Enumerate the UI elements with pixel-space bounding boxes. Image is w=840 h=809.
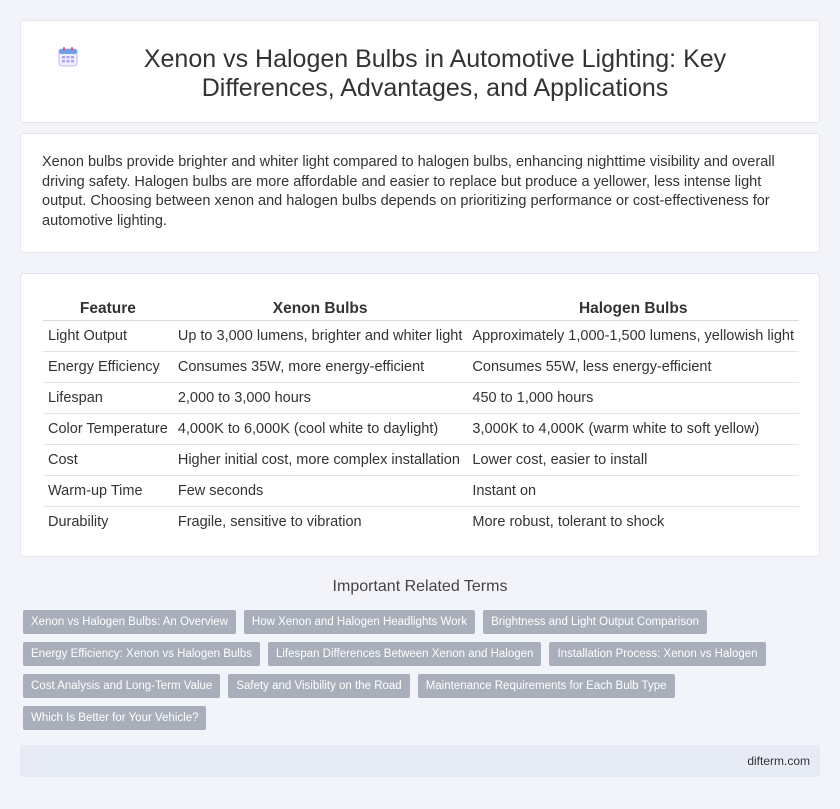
related-tag-link[interactable]: Maintenance Requirements for Each Bulb Type xyxy=(418,674,675,698)
table-cell: Lifespan xyxy=(43,382,173,413)
page-title: Xenon vs Halogen Bulbs in Automotive Lighting: Key Differences, Advantages, and Applications xyxy=(143,45,727,102)
table-row xyxy=(43,444,799,475)
related-tag-link[interactable]: Brightness and Light Output Comparison xyxy=(483,610,707,634)
table-cell: Approximately 1,000-1,500 lumens, yellowish light xyxy=(467,320,799,351)
related-tag-link[interactable]: Installation Process: Xenon vs Halogen xyxy=(549,642,765,666)
table-cell: 3,000K to 4,000K (warm white to soft yellow) xyxy=(467,413,799,444)
table-row xyxy=(43,475,799,506)
table-cell: Up to 3,000 lumens, brighter and whiter light xyxy=(173,320,468,351)
table-header-row xyxy=(43,296,799,320)
table-cell: Durability xyxy=(48,513,109,530)
related-terms-tags xyxy=(23,610,813,738)
header-card xyxy=(20,20,820,123)
table-cell: 450 to 1,000 hours xyxy=(467,382,799,413)
footer xyxy=(20,745,820,777)
related-terms-title: Important Related Terms xyxy=(332,578,508,595)
table-row xyxy=(43,320,799,351)
table-row xyxy=(43,413,799,444)
intro-text: Xenon bulbs provide brighter and whiter light compared to halogen bulbs, enhancing nighttime visibility and overall driving safety. Halogen bulbs are more affordable and easier to replace but produce a yellower, less intense light output. Choosing between xenon and halogen bulbs depends on prioritizing performance or cost-effectiveness for automotive lighting. xyxy=(42,154,775,229)
intro-card xyxy=(20,133,820,253)
table-row xyxy=(43,506,799,537)
table-cell: Color Temperature xyxy=(43,413,173,444)
table-cell: 2,000 to 3,000 hours xyxy=(173,382,468,413)
table-cell: Light Output xyxy=(43,320,173,351)
table-cell: Consumes 35W, more energy-efficient xyxy=(173,351,468,382)
table-cell: Energy Efficiency xyxy=(43,351,173,382)
table-row xyxy=(43,351,799,382)
related-tag-link[interactable]: Lifespan Differences Between Xenon and Halogen xyxy=(268,642,541,666)
table-cell: Lower cost, easier to install xyxy=(467,444,799,475)
header-feature: Feature xyxy=(43,296,173,320)
related-tag-link[interactable]: Which Is Better for Your Vehicle? xyxy=(23,706,206,730)
table-cell: Warm-up Time xyxy=(43,475,173,506)
related-tag-link[interactable]: Energy Efficiency: Xenon vs Halogen Bulbs xyxy=(23,642,260,666)
related-tag-link[interactable]: How Xenon and Halogen Headlights Work xyxy=(244,610,475,634)
comparison-table-card xyxy=(20,273,820,557)
table-cell: 4,000K to 6,000K (cool white to daylight) xyxy=(173,413,468,444)
footer-site-link[interactable]: difterm.com xyxy=(747,754,810,768)
table-cell: Cost xyxy=(43,444,173,475)
table-row xyxy=(43,382,799,413)
related-tag-link[interactable]: Cost Analysis and Long-Term Value xyxy=(23,674,220,698)
table-cell: Consumes 55W, less energy-efficient xyxy=(467,351,799,382)
header-halogen: Halogen Bulbs xyxy=(467,296,799,320)
related-tag-link[interactable]: Safety and Visibility on the Road xyxy=(228,674,409,698)
table-cell: Fragile, sensitive to vibration xyxy=(177,513,362,530)
table-cell: Few seconds xyxy=(173,475,468,506)
table-cell: Higher initial cost, more complex installation xyxy=(173,444,468,475)
related-tag-link[interactable]: Xenon vs Halogen Bulbs: An Overview xyxy=(23,610,236,634)
comparison-table xyxy=(43,296,799,537)
header-xenon: Xenon Bulbs xyxy=(173,296,468,320)
table-cell: More robust, tolerant to shock xyxy=(472,513,665,530)
table-cell: Instant on xyxy=(467,475,799,506)
